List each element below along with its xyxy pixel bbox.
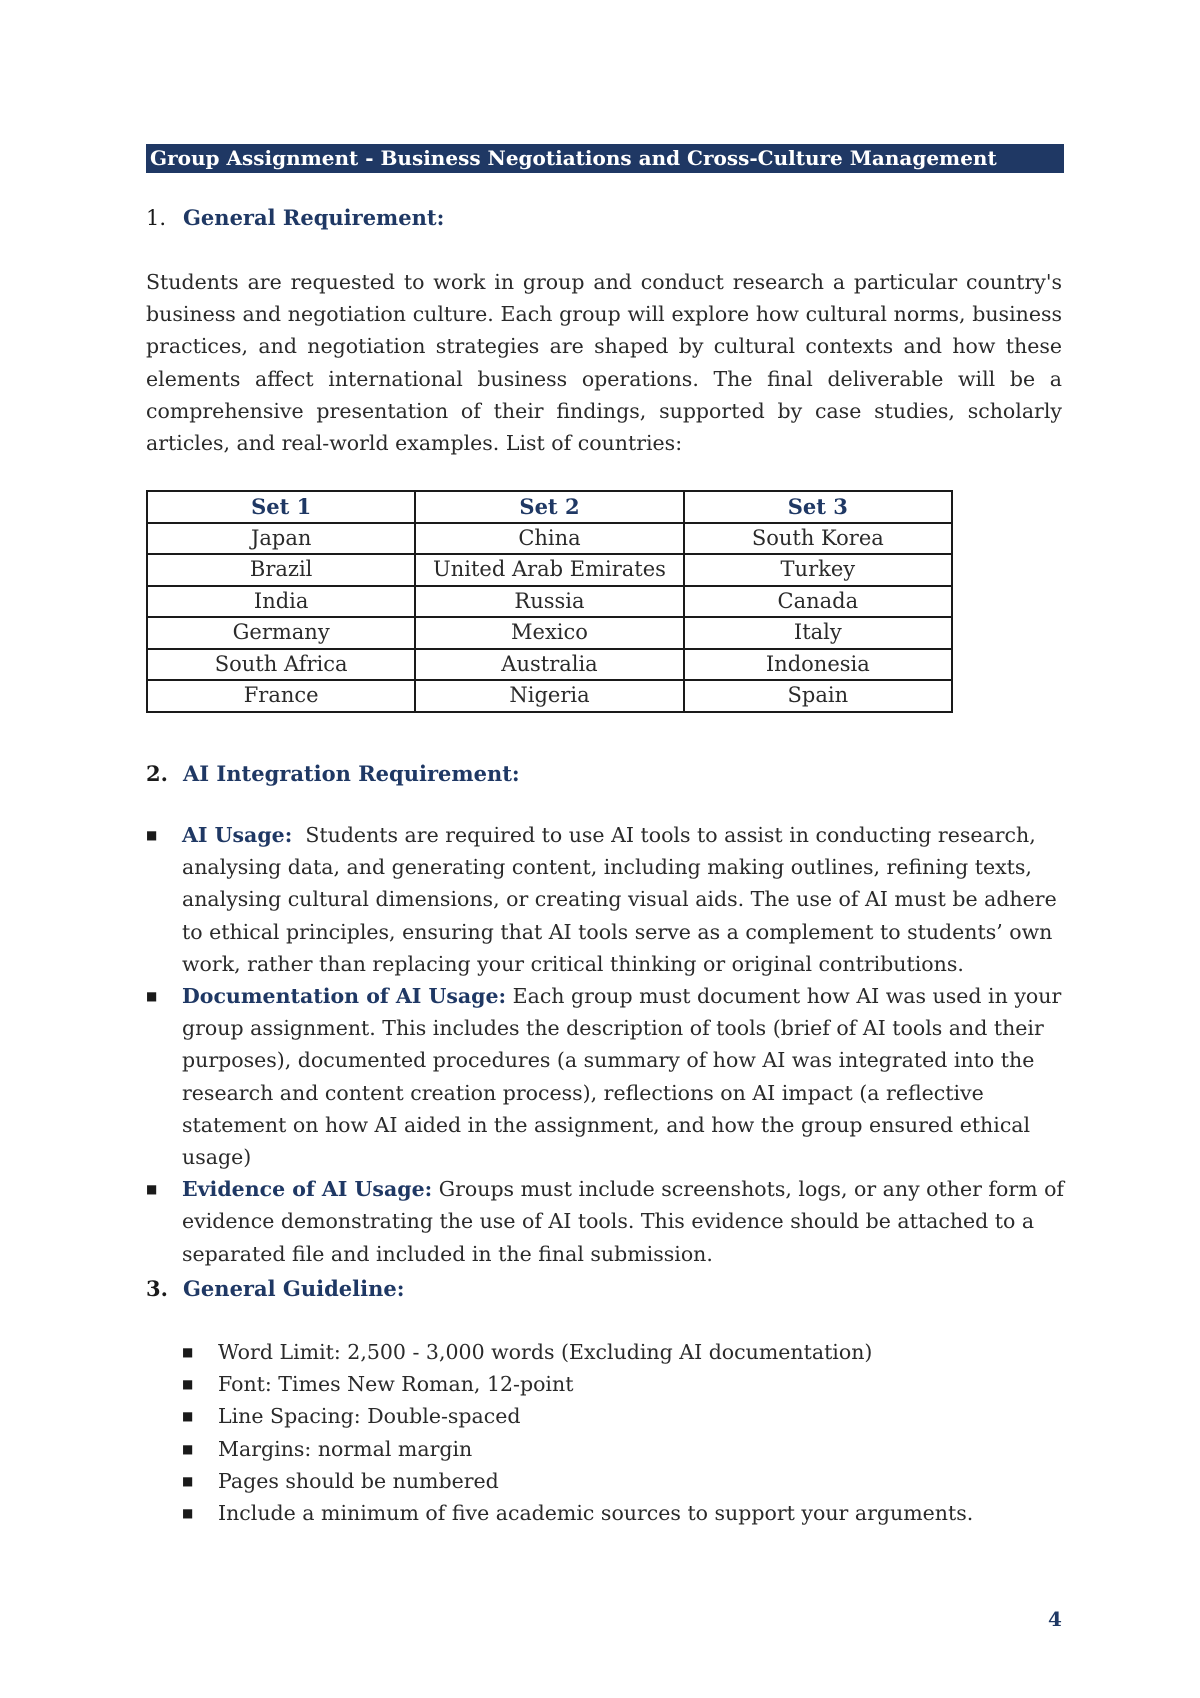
table-header-row bbox=[147, 491, 952, 523]
list-item bbox=[182, 1433, 973, 1465]
section-3-title: General Guideline: bbox=[183, 1276, 405, 1301]
table-cell: Canada bbox=[684, 586, 952, 618]
table-cell: China bbox=[415, 523, 683, 555]
table-cell: South Africa bbox=[147, 649, 415, 681]
table-header-cell: Set 1 bbox=[147, 491, 415, 523]
table-cell: Germany bbox=[147, 617, 415, 649]
square-bullet-icon: ■ bbox=[146, 989, 158, 1004]
guideline-text: Word Limit: 2,500 - 3,000 words (Excluding AI documentation) bbox=[218, 1340, 873, 1364]
page-number: 4 bbox=[1048, 1607, 1062, 1631]
section-3-number: 3. bbox=[146, 1276, 168, 1301]
guideline-text: Line Spacing: Double-spaced bbox=[218, 1404, 521, 1429]
table-cell: France bbox=[147, 680, 415, 712]
bullet-label: AI Usage: bbox=[182, 823, 293, 847]
list-item bbox=[182, 1465, 973, 1497]
table-cell: India bbox=[147, 586, 415, 618]
table-row bbox=[147, 649, 952, 681]
list-item bbox=[182, 1336, 973, 1368]
table-cell: Japan bbox=[147, 523, 415, 555]
table-header-cell: Set 2 bbox=[415, 491, 683, 523]
table-cell: United Arab Emirates bbox=[415, 554, 683, 586]
section-1-number: 1. bbox=[146, 206, 167, 230]
table-row bbox=[147, 617, 952, 649]
square-bullet-icon: ■ bbox=[182, 1441, 194, 1456]
square-bullet-icon: ■ bbox=[182, 1409, 194, 1424]
list-item bbox=[182, 1497, 973, 1529]
guideline-list bbox=[182, 1336, 973, 1529]
list-item bbox=[146, 1173, 1076, 1270]
guideline-text: Font: Times New Roman, 12-point bbox=[218, 1372, 574, 1397]
table-cell: Indonesia bbox=[684, 649, 952, 681]
section-3-heading bbox=[146, 1275, 404, 1303]
table-cell: Turkey bbox=[684, 554, 952, 586]
table-row bbox=[147, 554, 952, 586]
square-bullet-icon: ■ bbox=[146, 828, 158, 842]
document-title: Group Assignment - Business Negotiations and Cross-Culture Management bbox=[146, 144, 1064, 173]
table-row bbox=[147, 680, 952, 712]
bullet-label: Documentation of AI Usage: bbox=[182, 984, 507, 1009]
bullet-text: Groups must include screenshots, logs, or any other form of evidence demonstrating the use of AI tools. This evidence should be attached to a separated file and included in the final submission. bbox=[182, 1177, 1065, 1266]
guideline-text: Include a minimum of five academic sources to support your arguments. bbox=[218, 1501, 974, 1526]
square-bullet-icon: ■ bbox=[146, 1182, 158, 1197]
table-row bbox=[147, 523, 952, 555]
table-cell: Mexico bbox=[415, 617, 683, 649]
list-item bbox=[182, 1368, 973, 1400]
guideline-text: Pages should be numbered bbox=[218, 1468, 499, 1493]
bullet-text: Each group must document how AI was used in your group assignment. This includes the description of tools (brief of AI tools and their purposes), documented procedures (a summary of how AI was integrated into the research and content creation process), reflections on AI impact (a reflective statement on how AI aided in the assignment, and how the group ensured ethical usage) bbox=[182, 984, 1062, 1170]
table-row bbox=[147, 586, 952, 618]
table-cell: Spain bbox=[684, 680, 952, 712]
section-1-heading bbox=[146, 204, 444, 232]
square-bullet-icon: ■ bbox=[182, 1345, 194, 1359]
list-item bbox=[146, 980, 1076, 1173]
table-header-cell: Set 3 bbox=[684, 491, 952, 523]
square-bullet-icon: ■ bbox=[182, 1506, 194, 1521]
section-2-heading bbox=[146, 760, 520, 788]
section-2-number: 2. bbox=[146, 761, 168, 786]
ai-requirements-list bbox=[146, 819, 1076, 1270]
table-cell: Australia bbox=[415, 649, 683, 681]
table-cell: South Korea bbox=[684, 523, 952, 555]
bullet-label: Evidence of AI Usage: bbox=[182, 1177, 433, 1202]
bullet-text: Students are required to use AI tools to assist in conducting research, analysing data, and generating content, including making outlines, refining texts, analysing cultural dimensions, or creating visual aids. The use of AI must be adhere to ethical principles, ensuring that AI tools serve as a complement to students’ own work, rather than replacing your critical thinking or original contributions. bbox=[182, 823, 1057, 976]
square-bullet-icon: ■ bbox=[182, 1473, 194, 1488]
section-1-paragraph: Students are requested to work in group and conduct research a particular country's business and negotiation culture. Each group will explore how cultural norms, business practices, and negotiation strategies are shaped by cultural contexts and how these elements affect international business operations. The final deliverable will be a comprehensive presentation of their findings, supported by case studies, scholarly articles, and real-world examples. List of countries: bbox=[146, 270, 1062, 456]
list-item bbox=[182, 1400, 973, 1432]
table-cell: Brazil bbox=[147, 554, 415, 586]
table-cell: Russia bbox=[415, 586, 683, 618]
section-1-title: General Requirement: bbox=[183, 205, 445, 230]
table-cell: Nigeria bbox=[415, 680, 683, 712]
list-item bbox=[146, 819, 1076, 980]
table-cell: Italy bbox=[684, 617, 952, 649]
countries-table bbox=[146, 490, 953, 713]
guideline-text: Margins: normal margin bbox=[218, 1436, 473, 1461]
square-bullet-icon: ■ bbox=[182, 1377, 194, 1392]
section-2-title: AI Integration Requirement: bbox=[183, 761, 520, 786]
